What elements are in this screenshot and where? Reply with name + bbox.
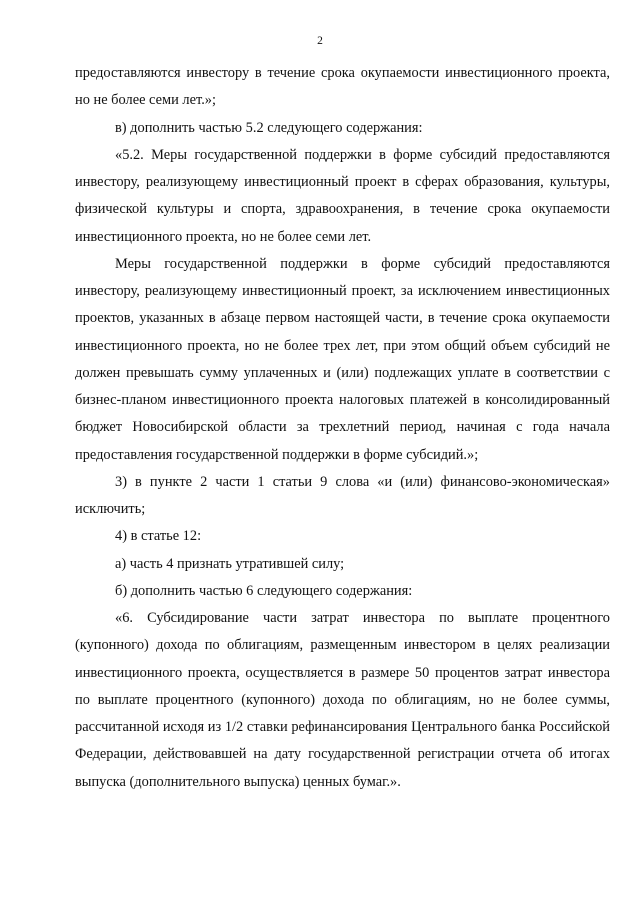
page-number: 2 [317, 35, 323, 47]
paragraph-item-b: б) дополнить частью 6 следующего содержания: [115, 582, 413, 599]
paragraph-part-6: «6. Субсидирование части затрат инвестора по выплате процентного (купонного) дохода по облигациям, размещенным инвестором в целях реализации инвестиционного проекта, осуществляется в размере 50 процентов затрат инвестора по выплате процентного (купонного) дохода по облигациям, но не более суммы, рассчитанной исходя из 1/2 ставки рефинансирования Центрального банка Российской Федерации, действовавшей на дату государственной регистрации отчета об итогах выпуска (дополнительного выпуска) ценных бумаг.». [75, 610, 610, 790]
document-body [75, 60, 610, 796]
paragraph-item-a: а) часть 4 признать утратившей силу; [115, 555, 345, 572]
paragraph-item-3: 3) в пункте 2 части 1 статьи 9 слова «и (или) финансово-экономическая» исключить; [75, 473, 610, 517]
paragraph-part-5-2-first: «5.2. Меры государственной поддержки в форме субсидий предоставляются инвестору, реализующему инвестиционный проект в сферах образования, культуры, физической культуры и спорта, здравоохранения, в течение срока окупаемости инвестиционного проекта, но не более семи лет. [75, 146, 610, 245]
paragraph-item-v: в) дополнить частью 5.2 следующего содержания: [115, 119, 423, 136]
paragraph-part-5-2-second: Меры государственной поддержки в форме субсидий предоставляются инвестору, реализующему инвестиционный проект, за исключением инвестиционных проектов, указанных в абзаце первом настоящей части, в течение срока окупаемости инвестиционного проекта, но не более трех лет, при этом общий объем субсидий не должен превышать сумму уплаченных и (или) подлежащих уплате в соответствии с бизнес-планом инвестиционного проекта налоговых платежей в консолидированный бюджет Новосибирской области за трехлетний период, начиная с года начала предоставления государственной поддержки в форме субсидий.»; [75, 255, 610, 463]
paragraph-continuation: предоставляются инвестору в течение срока окупаемости инвестиционного проекта, но не более семи лет.»; [75, 65, 610, 109]
paragraph-item-4: 4) в статье 12: [115, 528, 202, 545]
